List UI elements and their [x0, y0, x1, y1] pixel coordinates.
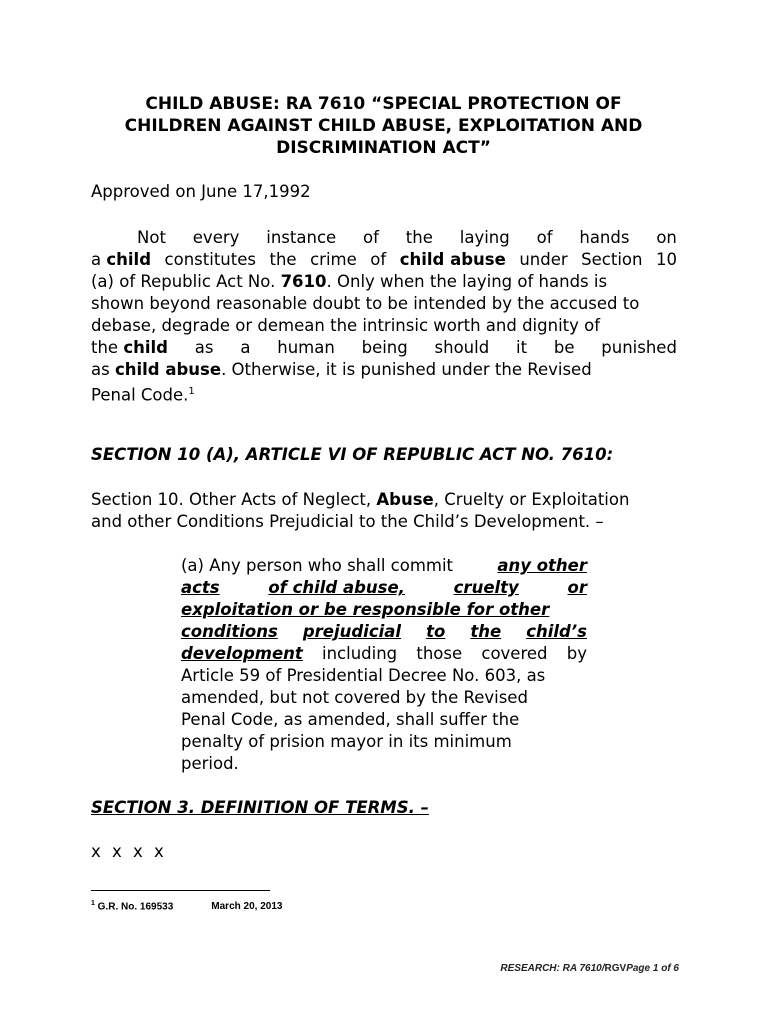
paragraph-line: a child constitutes the crime of child abuse under Section 10 [91, 250, 677, 269]
footnote [91, 900, 282, 912]
intro-paragraph [91, 227, 677, 407]
ellipsis-marker: x x x x [91, 842, 167, 861]
footnote-date: March 20, 2013 [211, 901, 283, 913]
quote-line: Article 59 of Presidential Decree No. 603, as [181, 666, 546, 685]
quote-line: conditions prejudicial to the child’s [181, 622, 587, 641]
footnote-marker: 1 [91, 900, 95, 907]
paragraph-line: shown beyond reasonable doubt to be intended by the accused to [91, 294, 640, 313]
footnote-divider [91, 890, 270, 891]
quote-line: Penal Code, as amended, shall suffer the [181, 710, 520, 729]
section-10a-quote [181, 555, 587, 775]
section-3-heading: SECTION 3. DEFINITION OF TERMS. – [91, 798, 429, 817]
section-10-heading: SECTION 10 (A), ARTICLE VI OF REPUBLIC ACT NO. 7610: [91, 445, 614, 464]
quote-line: acts of child abuse, cruelty or [181, 578, 587, 597]
quote-line: penalty of prision mayor in its minimum [181, 732, 512, 751]
paragraph-line: the child as a human being should it be punished [91, 338, 677, 357]
title-line: CHILD ABUSE: RA 7610 “SPECIAL PROTECTION OF [145, 94, 622, 114]
paragraph-line: Penal Code.$^1$ [91, 385, 195, 405]
footnote-case-number: G.R. No. 169533 [94, 901, 174, 913]
quote-line: development including those covered by [181, 644, 587, 663]
paragraph-line: (a) of Republic Act No. 7610. Only when the laying of hands is [91, 272, 608, 291]
title-line: CHILDREN AGAINST CHILD ABUSE, EXPLOITATION AND [124, 116, 643, 136]
title-line: DISCRIMINATION ACT” [276, 138, 491, 158]
paragraph-line: Not every instance of the laying of hands on [137, 228, 677, 247]
document-title [90, 93, 677, 159]
paragraph-line: as child abuse. Otherwise, it is punished under the Revised [91, 360, 592, 379]
quote-line: (a) Any person who shall commit any other [181, 556, 587, 575]
footnote-reference[interactable]: 1 [188, 386, 195, 397]
approval-date: Approved on June 17,1992 [91, 182, 311, 201]
paragraph-line: debase, degrade or demean the intrinsic worth and dignity of [91, 316, 601, 335]
section-10-text: Section 10. Other Acts of Neglect, Abuse, Cruelty or Exploitation and other Conditions Prejudicial to the Child’s Development. – [91, 490, 630, 531]
page-footer: RESEARCH: RA 7610/RGVPage 1 of 6 [500, 963, 679, 974]
quote-line: period. [181, 754, 239, 773]
quote-line: exploitation or be responsible for other [181, 600, 550, 619]
quote-line: amended, but not covered by the Revised [181, 688, 528, 707]
